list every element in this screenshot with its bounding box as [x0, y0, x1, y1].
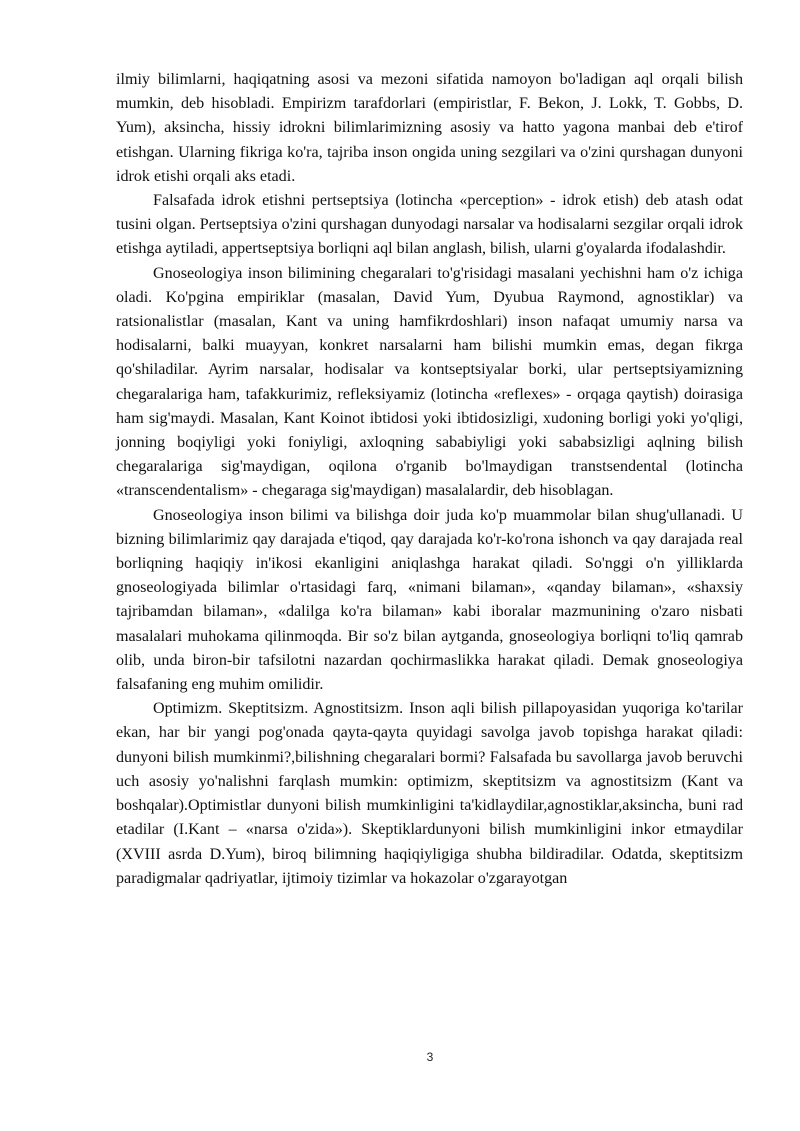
paragraph-1: ilmiy bilimlarni, haqiqatning asosi va mezoni sifatida namoyon bo'ladigan aql orqali bilish mumkin, deb hisobladi. Empirizm tarafdorlari (empiristlar, F. Bekon, J. Lokk, T. Gobbs, D. Yum), aksincha, hissiy idrokni bilimlarimizning asosiy va hatto yagona manbai deb e'tirof etishgan. Ularning fikriga ko'ra, tajriba inson ongida uning sezgilari va o'zini qurshagan dunyoni idrok etishi orqali aks etadi. [116, 71, 743, 185]
paragraph-3: Gnoseologiya inson bilimining chegaralari to'g'risidagi masalani yechishni ham o'z ichiga oladi. Ko'pgina empiriklar (masalan, David Yum, Dyubua Raymond, agnostiklar) va ratsionalistlar (masalan, Kant va uning hamfikrdoshlari) inson nafaqat umumiy narsa va hodisalarni, balki muayyan, konkret narsalarni ham bilishi mumkin emas, degan fikrga qo'shiladilar. Ayrim narsalar, hodisalar va kontseptsiyalar borki, ular pertseptsiyamizning chegaralariga ham, tafakkurimiz, refleksiyamiz (lotincha «reflexes» - orqaga qaytish) doirasiga ham sig'maydi. Masalan, Kant Koinot ibtidosi yoki ibtidosizligi, xudoning borligi yoki yo'qligi, jonning boqiyligi yoki foniyligi, axloqning sababiyligi yoki sababsizligi aqlning bilish chegaralariga sig'maydigan, oqilona o'rganib bo'lmaydigan transtsendental (lotincha «transcendentalism» - chegaraga sig'maydigan) masalalardir, deb hisoblagan. [116, 264, 743, 500]
paragraph-4: Gnoseologiya inson bilimi va bilishga doir juda ko'p muammolar bilan shug'ullanadi. U bizning bilimlarimiz qay darajada e'tiqod, qay darajada ko'r-ko'rona ishonch va qay darajada real borliqning haqiqiy in'ikosi ekanligini aniqlashga harakat qiladi. So'nggi o'n yilliklarda gnoseologiyada bilimlar o'rtasidagi farq, «nimani bilaman», «qanday bilaman», «shaxsiy tajribamdan bilaman», «dalilga ko'ra bilaman» kabi iboralar mazmunining o'zaro nisbati masalalari muhokama qilinmoqda. Bir so'z bilan aytganda, gnoseologiya borliqni to'liq qamrab olib, unda biron-bir tafsilotni nazardan qochirmaslikka harakat qiladi. Demak gnoseologiya falsafaning eng muhim omilidir. [116, 506, 743, 694]
document-body [116, 68, 743, 891]
paragraph-2: Falsafada idrok etishni pertseptsiya (lotincha «perception» - idrok etish) deb atash odat tusini olgan. Pertseptsiya o'zini qurshagan dunyodagi narsalar va hodisalarni sezgilar orqali idrok etishga aytiladi, appertseptsiya borliqni aql bilan anglash, bilish, ularni g'oyalarda ifodalashdir. [116, 192, 743, 258]
page-number: 3 [426, 1050, 434, 1064]
paragraph-5: Optimizm. Skeptitsizm. Agnostitsizm. Inson aqli bilish pillapoyasidan yuqoriga ko'tarilar ekan, har bir yangi pog'onada qayta-qayta quyidagi savolga javob topishga harakat qiladi: dunyoni bilish mumkinmi?,bilishning chegaralari bormi? Falsafada bu savollarga javob beruvchi uch asosiy yo'nalishni farqlash mumkin: optimizm, skeptitsizm va agnostitsizm (Kant va boshqalar).Optimistlar dunyoni bilish mumkinligini ta'kidlaydilar,agnostiklar,aksincha, buni rad etadilar (I.Kant – «narsa o'zida»). Skeptiklardunyoni bilish mumkinligini inkor etmaydilar (XVIII asrda D.Yum), biroq bilimning haqiqiyligiga shubha bildiradilar. Odatda, skeptitsizm paradigmalar qadriyatlar, ijtimoiy tizimlar va hokazolar o'zgarayotgan [116, 700, 743, 887]
